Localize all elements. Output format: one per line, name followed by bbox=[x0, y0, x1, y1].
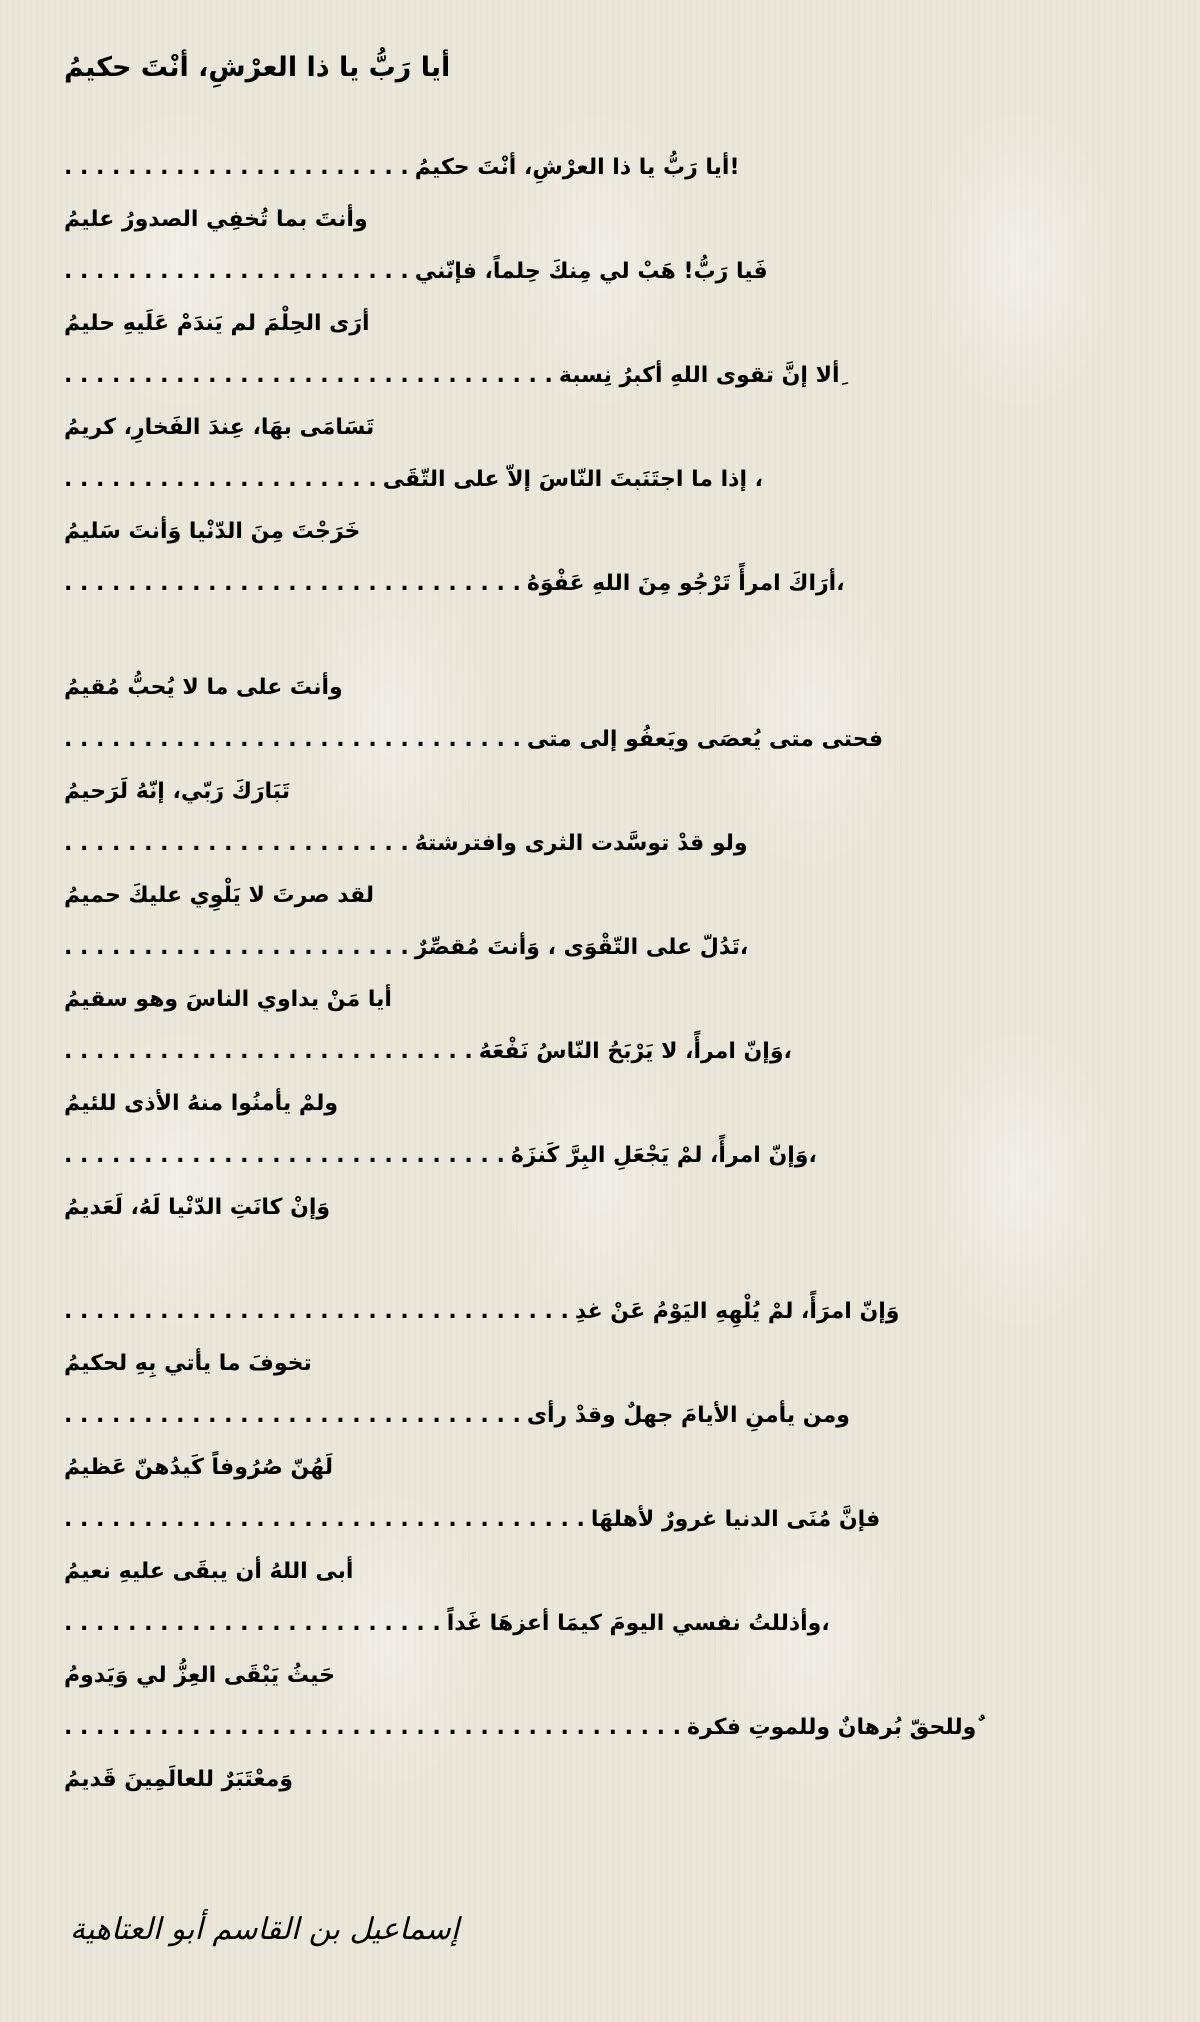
poem-title: أيا رَبُّ يا ذا العرْشِ، أنْتَ حكيمُ bbox=[64, 52, 451, 83]
verse-dots: . . . . . . . . . . . . . . . . . . . . bbox=[64, 467, 377, 492]
verse-line bbox=[64, 350, 1124, 402]
verse-text: ، إذا ما اجتَنَبتَ النّاسَ إلاّ على التّقَى bbox=[382, 467, 764, 492]
verse-line bbox=[64, 1442, 1124, 1494]
verse-line bbox=[64, 142, 1124, 194]
verse-text: ،تَدُلّ على التّقْوَى ، وَأنتَ مُقصِّرٌ bbox=[414, 935, 749, 960]
verse-line bbox=[64, 1182, 1124, 1234]
verse-text: لَهُنّ صُرُوفاً كَيدُهنّ عَظيمُ bbox=[64, 1455, 334, 1480]
verse-line bbox=[64, 1754, 1124, 1806]
verse-line bbox=[64, 870, 1124, 922]
verse-text: وَإنّ امرَأً، لمْ يُلْهِهِ اليَوْمُ عَنْ غدِ bbox=[574, 1299, 900, 1324]
verse-dots: . . . . . . . . . . . . . . . . . . . . . . bbox=[64, 831, 409, 856]
verse-line bbox=[64, 1390, 1124, 1442]
verse-line bbox=[64, 1078, 1124, 1130]
verse-line bbox=[64, 298, 1124, 350]
verse-line bbox=[64, 402, 1124, 454]
verse-text: !أيا رَبُّ يا ذا العرْشِ، أنْتَ حكيمُ bbox=[414, 155, 740, 180]
verse-text: وَمعْتَبَرٌ للعالَمِينَ قَديمُ bbox=[64, 1767, 294, 1792]
verse-text: فَيا رَبُّ! هَبْ لي مِنكَ حِلماً، فإنّني bbox=[414, 259, 768, 284]
verse-line bbox=[64, 922, 1124, 974]
verse-text: ،وَإنّ امرأً، لمْ يَجْعَلِ البِرَّ كَنزَهُ bbox=[510, 1143, 817, 1168]
verse-text: ٌوللحقّ بُرهانٌ وللموتِ فكرة bbox=[687, 1715, 977, 1740]
verse-text: تخوفَ ما يأتي بِهِ لحكيمُ bbox=[64, 1351, 312, 1376]
verse-line bbox=[64, 194, 1124, 246]
verse-line bbox=[64, 1130, 1124, 1182]
verse-text: ،وَإنّ امرأً، لا يَرْبَحُ النّاسُ نَفْعَهُ bbox=[478, 1039, 792, 1064]
verse-line bbox=[64, 1650, 1124, 1702]
poem-body bbox=[64, 142, 1124, 1806]
verse-text: حَيثُ يَبْقَى العِزُّ لي وَيَدومُ bbox=[64, 1663, 335, 1688]
verse-text: فإنَّ مُنَى الدنيا غرورٌ لأهلهَا bbox=[590, 1507, 881, 1532]
poem-stanza bbox=[64, 142, 1124, 610]
verse-line bbox=[64, 558, 1124, 610]
verse-line bbox=[64, 506, 1124, 558]
verse-dots: . . . . . . . . . . . . . . . . . . . . . . . . . . . . . . . . bbox=[64, 1299, 569, 1324]
verse-line bbox=[64, 1598, 1124, 1650]
poet-signature: إسماعيل بن القاسم أبو العتاهية bbox=[70, 1912, 460, 1947]
verse-dots: . . . . . . . . . . . . . . . . . . . . . . bbox=[64, 259, 409, 284]
verse-line bbox=[64, 714, 1124, 766]
verse-text: وَإنْ كانَتِ الدّنْيا لَهُ، لَعَديمُ bbox=[64, 1195, 331, 1220]
verse-text: أيا مَنْ يداوي الناسَ وهو سقيمُ bbox=[64, 987, 392, 1012]
verse-dots: . . . . . . . . . . . . . . . . . . . . . . bbox=[64, 155, 409, 180]
verse-text: ومن يأمنِ الأيامَ جهلٌ وقدْ رأى bbox=[526, 1403, 850, 1428]
verse-dots: . . . . . . . . . . . . . . . . . . . . . . . . . . . . . bbox=[64, 1403, 521, 1428]
verse-dots: . . . . . . . . . . . . . . . . . . . . . . . . . . . . . bbox=[64, 571, 521, 596]
verse-text: لقد صرتَ لا يَلْوِي عليكَ حميمُ bbox=[64, 883, 375, 908]
verse-dots: . . . . . . . . . . . . . . . . . . . . . . . . . . . . . . . . . . . . . . . bbox=[64, 1715, 681, 1740]
verse-line bbox=[64, 454, 1124, 506]
verse-line bbox=[64, 1338, 1124, 1390]
verse-text: وأنتَ بما تُخفِي الصدورُ عليمُ bbox=[64, 207, 368, 232]
verse-text: أبى اللهُ أن يبقَى عليهِ نعيمُ bbox=[64, 1559, 354, 1584]
verse-text: ،وأذللتُ نفسي اليومَ كيمَا أعزهَا غَداً bbox=[446, 1611, 830, 1636]
poem-page bbox=[64, 50, 1124, 1858]
poem-stanza bbox=[64, 1286, 1124, 1806]
poem-stanza bbox=[64, 662, 1124, 1234]
verse-line bbox=[64, 974, 1124, 1026]
verse-dots: . . . . . . . . . . . . . . . . . . . . . . . . . . . . . bbox=[64, 727, 521, 752]
verse-dots: . . . . . . . . . . . . . . . . . . . . . . . . . . bbox=[64, 1039, 473, 1064]
verse-dots: . . . . . . . . . . . . . . . . . . . . . . . . . . . . . . . . . bbox=[64, 1507, 585, 1532]
verse-dots: . . . . . . . . . . . . . . . . . . . . . . . . . . . . bbox=[64, 1143, 505, 1168]
verse-text: ولو قدْ توسَّدت الثرى وافترشتهُ bbox=[414, 831, 748, 856]
verse-dots: . . . . . . . . . . . . . . . . . . . . . . bbox=[64, 935, 409, 960]
verse-line bbox=[64, 818, 1124, 870]
verse-text: خَرَجْتَ مِنَ الدّنْيا وَأنتَ سَليمُ bbox=[64, 519, 361, 544]
verse-line bbox=[64, 662, 1124, 714]
verse-line bbox=[64, 766, 1124, 818]
verse-text: تَسَامَى بهَا، عِندَ الفَخارِ، كريمُ bbox=[64, 415, 375, 440]
verse-line bbox=[64, 1494, 1124, 1546]
verse-line bbox=[64, 1286, 1124, 1338]
verse-text: وأنتَ على ما لا يُحبُّ مُقيمُ bbox=[64, 675, 343, 700]
verse-dots: . . . . . . . . . . . . . . . . . . . . . . . . bbox=[64, 1611, 441, 1636]
verse-text: فحتى متى يُعصَى ويَعفُو إلى متى bbox=[526, 727, 883, 752]
verse-text: ِألا إنَّ تقوى اللهِ أكبرُ نِسبة bbox=[558, 363, 840, 388]
verse-line bbox=[64, 1026, 1124, 1078]
verse-text: ولمْ يأمنُوا منهُ الأذى للئيمُ bbox=[64, 1091, 339, 1116]
verse-line bbox=[64, 246, 1124, 298]
verse-dots: . . . . . . . . . . . . . . . . . . . . . . . . . . . . . . . bbox=[64, 363, 553, 388]
verse-text: ،أرَاكَ امرأً تَرْجُو مِنَ اللهِ عَفْوَهُ bbox=[526, 571, 845, 596]
verse-text: أرَى الحِلْمَ لم يَندَمْ عَلَيهِ حليمُ bbox=[64, 311, 370, 336]
verse-line bbox=[64, 1546, 1124, 1598]
verse-text: تَبَارَكَ رَبّي، إنّهُ لَرَحيمُ bbox=[64, 779, 291, 804]
verse-line bbox=[64, 1702, 1124, 1754]
